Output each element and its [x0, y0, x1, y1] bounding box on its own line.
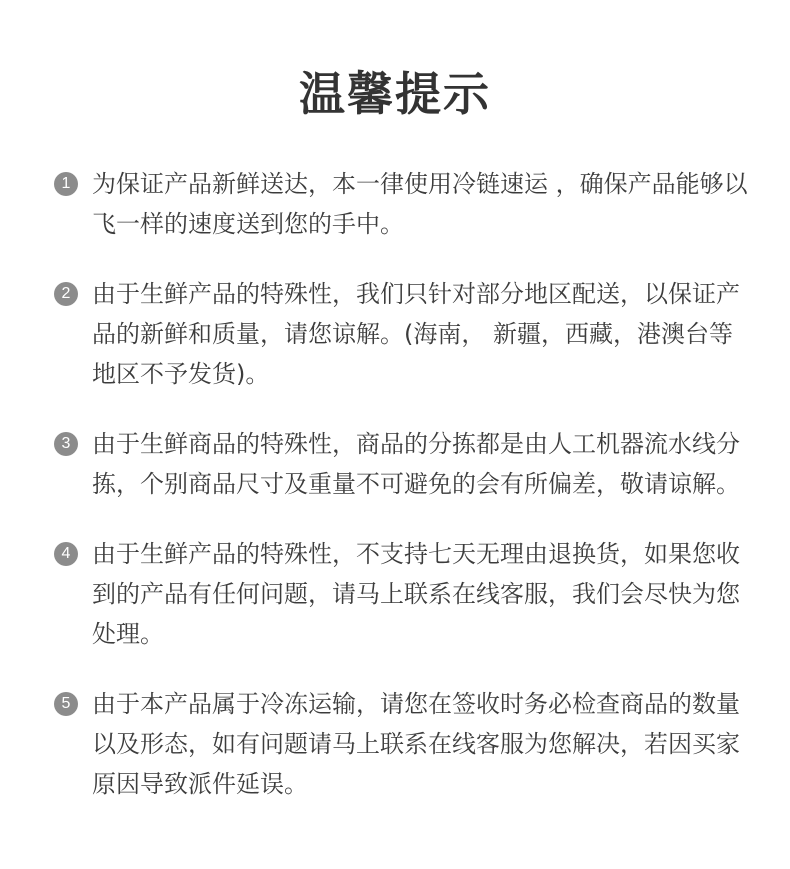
notice-number-badge: 1: [54, 172, 78, 196]
notice-number-badge: 3: [54, 432, 78, 456]
notice-item: [54, 274, 754, 394]
notice-item: [54, 164, 754, 244]
notice-text: 由于生鲜产品的特殊性，不支持七天无理由退换货，如果您收到的产品有任何问题，请马上联系在线客服，我们会尽快为您处理。: [92, 540, 740, 648]
notice-text: 为保证产品新鲜送达，本一律使用冷链速运 ，确保产品能够以飞一样的速度送到您的手中。: [92, 170, 748, 238]
notice-number-badge: 2: [54, 282, 78, 306]
page-title: 温馨提示: [299, 67, 491, 121]
notice-text: 由于生鲜产品的特殊性，我们只针对部分地区配送，以保证产品的新鲜和质量，请您谅解。(海南， 新疆，西藏，港澳台等地区不予发货)。: [92, 280, 740, 388]
notice-item: [54, 534, 754, 654]
notice-text: 由于本产品属于冷冻运输，请您在签收时务必检查商品的数量以及形态，如有问题请马上联系在线客服为您解决，若因买家原因导致派件延误。: [92, 690, 740, 798]
notice-item: [54, 424, 754, 504]
notice-text: 由于生鲜商品的特殊性，商品的分拣都是由人工机器流水线分拣，个别商品尺寸及重量不可避免的会有所偏差，敬请谅解。: [92, 430, 740, 498]
notice-item: [54, 684, 754, 804]
notice-list: [54, 164, 754, 834]
notice-number-badge: 5: [54, 692, 78, 716]
notice-number-badge: 4: [54, 542, 78, 566]
